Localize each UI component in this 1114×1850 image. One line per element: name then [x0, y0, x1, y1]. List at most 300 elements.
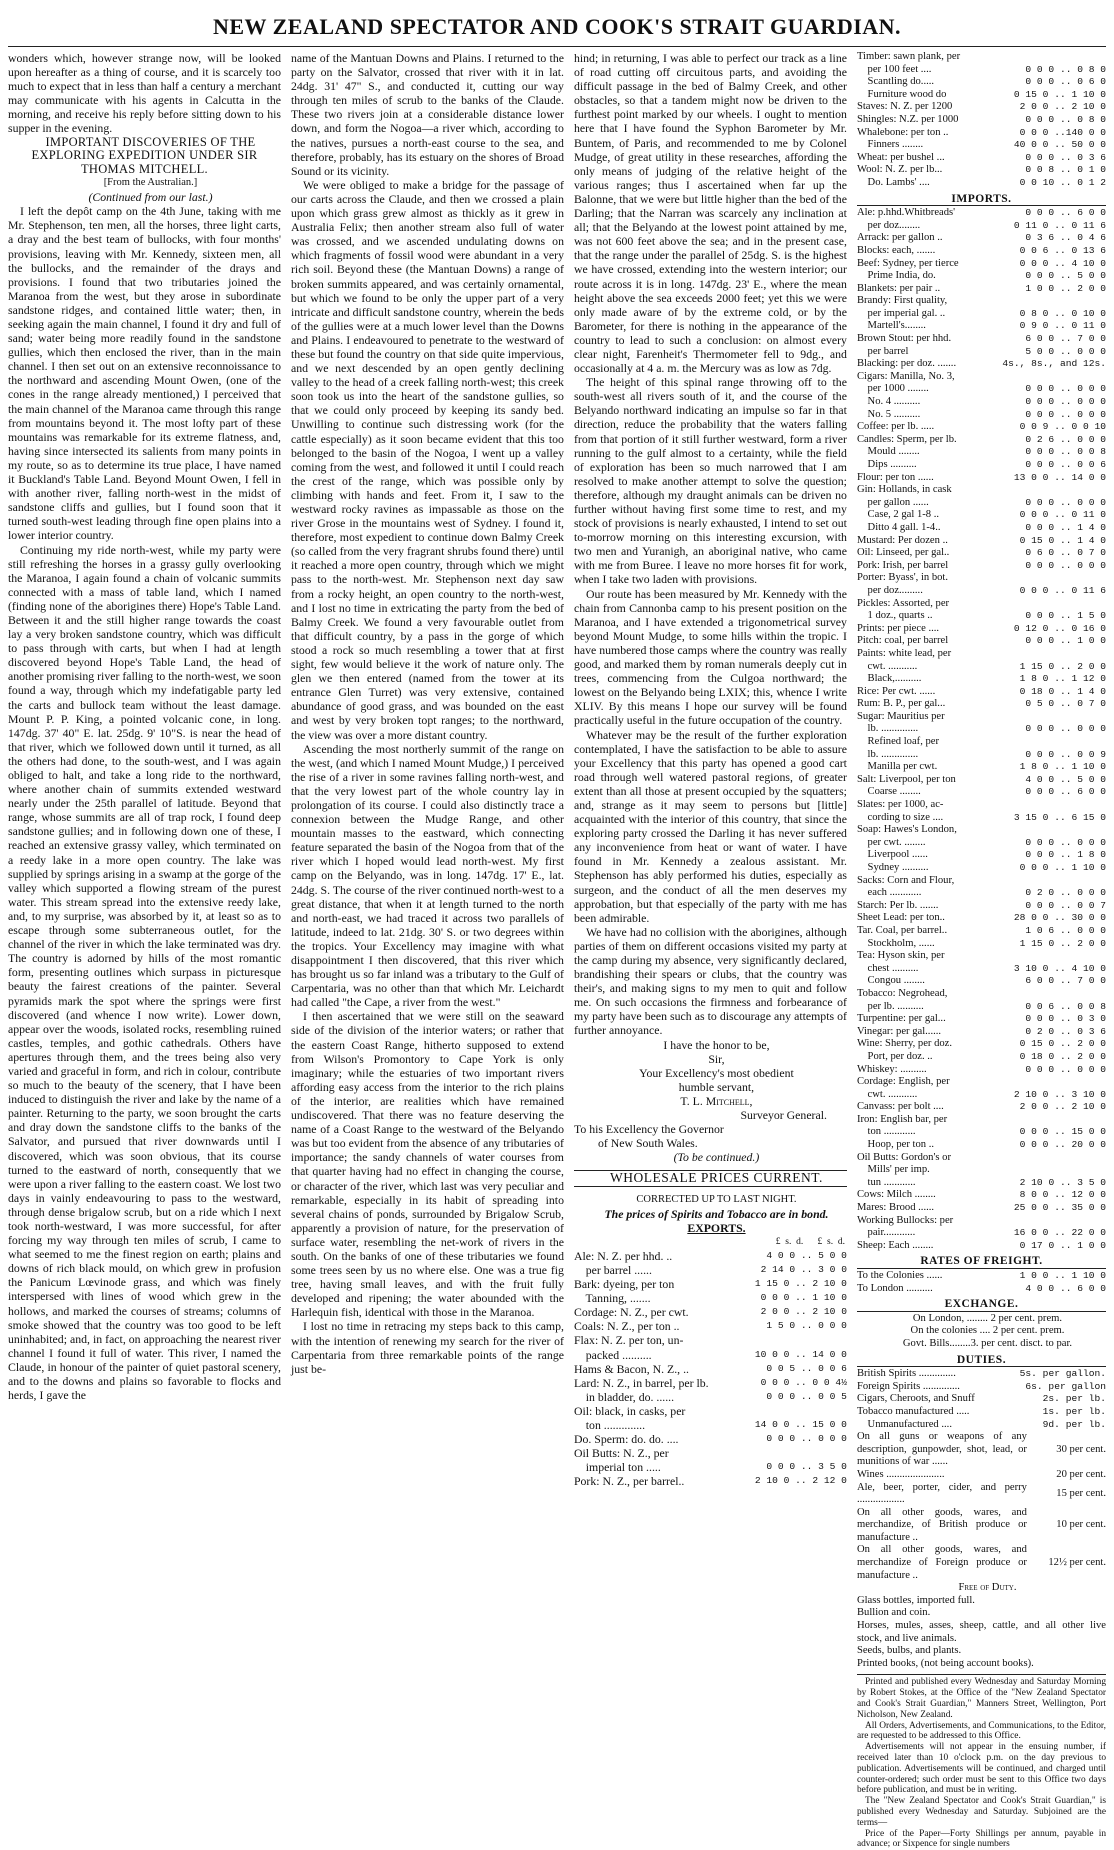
price-item-label: per gallon ...... [856, 496, 929, 508]
price-row [574, 1460, 847, 1474]
price-item-value [1103, 1215, 1106, 1228]
price-row [857, 1177, 1106, 1190]
price-item-label: Sheep: Each ........ [856, 1239, 934, 1251]
price-item-value [1103, 371, 1106, 384]
exchange-line: On London, ........ 2 per cent. prem. [912, 1312, 1063, 1324]
price-row [857, 127, 1106, 140]
price-row [857, 258, 1106, 271]
price-row [857, 177, 1106, 190]
price-item-value [1103, 598, 1106, 611]
price-item-value: 0 17 0 .. 1 0 0 [1019, 1239, 1107, 1251]
column-4 [856, 51, 1107, 1850]
exports-table [574, 1249, 847, 1489]
price-item-value: 1 0 6 .. 0 0 0 [1025, 924, 1107, 936]
price-item-value: 0 0 0 .. 0 0 0 [1025, 383, 1107, 395]
price-row [857, 686, 1106, 699]
price-item-value: 0 0 0 .. 0 3 0 [1025, 1013, 1107, 1025]
price-item-label: Canvass: per bolt .... [856, 1101, 944, 1113]
price-item-label: Beef: Sydney, per tierce [856, 257, 959, 269]
price-item-value: 0 9 0 .. 0 11 0 [1019, 320, 1107, 332]
signature-line: humble servant, [678, 1079, 755, 1094]
price-item-value: 2 14 0 .. 3 0 0 [760, 1263, 847, 1275]
price-row [857, 535, 1106, 548]
price-item-label: Port, per doz. .. [856, 1050, 933, 1062]
price-item-label: pair............ [856, 1227, 916, 1239]
prices-bond-note: The prices of Spirits and Tobacco are in bond. [604, 1206, 829, 1221]
price-item-value: 0 0 0 .. 0 3 6 [1025, 151, 1107, 163]
price-item-value: 28 0 0 .. 30 0 0 [1013, 912, 1107, 924]
price-item-value: 0 0 0 .. 0 11 6 [1019, 584, 1107, 596]
price-row [857, 434, 1106, 447]
signature-line: I have the honor to be, [663, 1037, 770, 1052]
price-row [857, 723, 1106, 736]
duties-table [857, 1368, 1106, 1431]
paragraph: We were obliged to make a bridge for the passage of our carts across the Claude, and then we crossed a plain upon which grass grew almost as thickly as it grew in Australia Felix; then another stream also full of water was crossed, and we ascended undulating downs on which fragments of fossil wood were abundant in a very rich soil. Beyond these (the Mantuan Downs) a range of broken summits appeared, and was certainly ornamental, but which we found to be only the upper part of a very intricate and difficult sandstone country, wherein the beds of the gullies were at a much lower level than the Downs and Plains. I endeavoured to penetrate to the westward of these but found the country on that side quite impervious, and we next descended by an open gently declining valley to the head of a creek falling north-west; this creek soon took us into the heart of the sandstone gullies, so that we could only proceed by keeping its sandy bed. Unwilling to continue such distressing work (for the cattle especially) as it soon became evident that this too belonged to the basin of the Nogoa, I went up a valley coming from the west, and followed it until I could reach the crest of the range, which was possible only by climbing with hands and feet. From it, I saw to the westward rocky ravines as impassable as those on the river Grose in the mountains west of Sydney. I found it, therefore, most expedient to continue down Balmy Creek (so called from the very fragrant shrubs found there) until it reached a more open country, through which we might pass to the north-west. Mr. Stephenson next day saw from a rocky height, an open country to the north-west, and I lost no time in extricating the party from the bed of Balmy Creek. We found a very favourable outlet from that difficult country, by a pass in the gorge of which stood a rock so much resembling a tower that at first sight, few would believe it the work of nature only. The glen we then entered (named from the tower at its entrance Glen Turret) was very extensive, contained abundance of good grass, and was bounded on the east and west by very broken topt ranges; to the northward, the view was over a more distant country. [290, 177, 564, 742]
price-row [857, 547, 1106, 560]
price-item-value [1103, 572, 1106, 585]
price-row [857, 749, 1106, 762]
freight-heading: RATES OF FREIGHT. [857, 1255, 1106, 1269]
exports-heading: EXPORTS. [687, 1220, 746, 1235]
price-row [857, 101, 1106, 114]
price-item-value: 0 6 0 .. 0 7 0 [1025, 547, 1107, 559]
price-row [857, 1227, 1106, 1240]
price-item-label: Flour: per ton ...... [856, 471, 934, 483]
free-item: Horses, mules, asses, sheep, cattle, and all other live stock, and live animals. [856, 1620, 1107, 1644]
price-item-value: 0 0 0 .. 0 0 0 [1025, 1063, 1107, 1075]
price-item-value: 2 10 0 .. 3 10 0 [1013, 1088, 1107, 1100]
price-item-value: 1 0 0 .. 1 10 0 [1019, 1270, 1107, 1281]
price-row [857, 1001, 1106, 1014]
price-row [857, 975, 1106, 988]
price-item-label: Rice: Per cwt. ...... [856, 685, 936, 697]
price-row [857, 76, 1106, 89]
price-item-label: Working Bullocks: per [856, 1214, 954, 1226]
imprint-line: Advertisements will not appear in the ensuing number, if received later than 10 o'clock p.m. on the day previous to publication. Advertisements will be continued, and charged until counter-ordered; such order must be sent to this Office two days before publication, and must be in writing. [856, 1742, 1107, 1796]
paragraph: I lost no time in retracing my steps back to this camp, with the intention of renewing my search for the river of Carpentaria from three remarkable points of the range just be- [290, 1319, 564, 1376]
price-item-value: 25 0 0 .. 35 0 0 [1013, 1202, 1107, 1214]
article-source: [From the Australian.] [103, 177, 198, 189]
imprint-line: Price of the Paper—Forty Shillings per annum, payable in advance; or Sixpence for single numbers [856, 1828, 1107, 1850]
price-item-value: 0 0 0 .. 1 10 0 [760, 1292, 847, 1304]
price-item-value [844, 1404, 847, 1418]
price-row [857, 139, 1106, 152]
price-item-label: cording to size .... [856, 811, 944, 823]
price-row [857, 1114, 1106, 1127]
price-row [857, 283, 1106, 296]
price-item-label: To London .......... [856, 1282, 933, 1294]
price-row [857, 207, 1106, 220]
price-item-value: 0 0 0 .. 0 0 0 [1025, 723, 1107, 735]
price-row [857, 912, 1106, 925]
price-item-label: Wheat: per bushel ... [856, 151, 945, 163]
price-item-label: Staves: N. Z. per 1200 [856, 101, 953, 113]
price-item-value: 0 0 0 .. 4 10 0 [1019, 257, 1107, 269]
price-item-label: each ............ [856, 887, 922, 899]
price-item-label: Do. Sperm: do. do. .... [573, 1432, 679, 1447]
price-row [857, 114, 1106, 127]
paragraph: Our route has been measured by Mr. Kennedy with the chain from Cannonba camp to his present position on the Maranoa, and I have extended a trigonometrical survey beyond Mount Mudge, to some hills within the tropic. I have numbered those camps where the country was really good, and marked them by roman numerals deeply cut in trees, commencing from the Culgoa northward; the lowest on the Belyando being LXIX; this, whence I write XLIV. By this means I hope our survey will be found practically useful in the future occupation of the country. [573, 586, 847, 728]
price-item-value: 0 0 0 .. 0 0 0 [1025, 559, 1107, 571]
price-row [574, 1432, 847, 1446]
price-item-value: 0 15 0 .. 2 0 0 [1019, 1038, 1107, 1050]
price-row [857, 598, 1106, 611]
price-item-value: 0 15 0 .. 1 4 0 [1019, 534, 1107, 546]
duty-row: Wines ...................... 20 per cent. [856, 1468, 1107, 1480]
price-item-label: Unmanufactured .... [856, 1418, 952, 1430]
price-row [574, 1404, 847, 1418]
price-item-value [1103, 824, 1106, 837]
price-item-label: Dips .......... [856, 459, 917, 470]
exchange-heading: EXCHANGE. [857, 1298, 1106, 1312]
price-item-value: 0 12 0 .. 0 16 0 [1013, 622, 1107, 634]
price-item-label: Porter: Byass', in bot. [856, 572, 949, 584]
exports-table-continued [857, 51, 1106, 190]
price-row [857, 459, 1106, 472]
price-row [857, 623, 1106, 636]
price-item-label: Tanning, ....... [573, 1291, 651, 1306]
price-item-value [1103, 484, 1106, 497]
price-item-label: Timber: sawn plank, per [856, 51, 961, 62]
price-item-label: Soap: Hawes's London, [856, 824, 957, 836]
price-item-value: 0 0 9 .. 0 0 10 [1019, 421, 1107, 433]
price-item-label: per 100 feet .... [856, 63, 932, 75]
price-row [857, 1076, 1106, 1089]
price-item-label: Oil: Linseed, per gal.. [856, 547, 950, 559]
imprint [857, 1674, 1106, 1850]
price-item-value: 0 0 0 .. 0 0 7 [1025, 899, 1107, 911]
price-item-value: 2 0 0 .. 2 10 0 [1019, 101, 1107, 113]
price-row [574, 1418, 847, 1432]
price-item-label: Congou ........ [856, 975, 925, 987]
price-item-label: Prime India, do. [856, 270, 936, 282]
price-item-label: Hoop, per ton .. [856, 1139, 935, 1151]
price-item-label: Blankets: per pair .. [856, 282, 941, 294]
price-row [857, 1202, 1106, 1215]
price-item-label: Sheet Lead: per ton.. [856, 912, 945, 924]
price-item-value [1103, 1164, 1106, 1177]
price-item-label: Pitch: coal, per barrel [856, 635, 949, 647]
price-item-value: 9d. per lb. [1042, 1418, 1107, 1430]
price-item-value [1103, 799, 1106, 812]
price-item-label: Arrack: per gallon .. [856, 232, 943, 244]
price-row [857, 472, 1106, 485]
price-item-value: 0 0 0 .. 0 0 0 [1025, 836, 1107, 848]
price-item-label: Tea: Hyson skin, per [856, 950, 945, 962]
price-row [857, 572, 1106, 585]
price-item-label: tun ............ [856, 1176, 916, 1188]
price-item-label: Prints: per piece .... [856, 622, 940, 634]
price-item-value [1103, 51, 1106, 64]
price-item-label: Tobacco: Negrohead, [856, 987, 948, 999]
price-item-label: Do. Lambs' .... [856, 176, 930, 188]
price-item-value [844, 1446, 847, 1460]
price-item-value: 0 18 0 .. 2 0 0 [1019, 1050, 1107, 1062]
price-item-label: Case, 2 gal 1-8 .. [856, 509, 940, 521]
price-item-value: 0 0 0 .. 3 5 0 [766, 1461, 847, 1473]
price-item-value: 14 0 0 .. 15 0 0 [754, 1419, 847, 1430]
price-row [574, 1277, 847, 1291]
price-item-label: Wool: N. Z. per lb... [856, 164, 943, 176]
price-row [857, 938, 1106, 951]
price-item-value: 10 0 0 .. 14 0 0 [754, 1348, 847, 1360]
price-row [857, 837, 1106, 850]
price-item-label: Ditto 4 gall. 1-4.. [856, 521, 941, 533]
duty-row: Ale, beer, porter, cider, and perry .................. 15 per cent. [856, 1481, 1107, 1506]
price-row [857, 698, 1106, 711]
paragraph: name of the Mantuan Downs and Plains. I returned to the party on the Salvator, crossed that river with it in lat. 24dg. 31' 47" S., and conducted it, cutting our way through ten miles of scrub to the banks of the Claude. These two rivers join at a considerable distance lower down, and form the Nogoa—a river which, according to the natives, pursues a north-east course to the sea, and therefore, probably, has its estuary on the shores of Broad Sound or its vicinity. [290, 51, 564, 178]
to-be-continued: (To be continued.) [673, 1150, 760, 1165]
price-item-label: Oil Butts: N. Z., per [573, 1446, 669, 1461]
price-item-label: Blocks: each, ....... [856, 244, 936, 256]
price-item-value: 0 0 0 .. 1 4 0 [1025, 521, 1107, 533]
price-item-value: 5s. per gallon. [1019, 1368, 1107, 1380]
price-item-label: Tobacco manufactured ..... [856, 1405, 970, 1417]
price-row [857, 1152, 1106, 1165]
price-item-value: 0 2 0 .. 0 3 6 [1025, 1025, 1107, 1037]
price-row [857, 1139, 1106, 1152]
price-item-value: 0 0 0 .. 20 0 0 [1019, 1139, 1107, 1151]
price-item-value: 0 0 0 .. 0 0 9 [1025, 748, 1107, 760]
price-row [857, 220, 1106, 233]
price-row [857, 849, 1106, 862]
price-item-label: Pickles: Assorted, per [856, 597, 950, 609]
price-item-label: Brown Stout: per hhd. [856, 333, 952, 345]
paragraph: Ascending the most northerly summit of the range on the west, (and which I named Mount Mudge,) I perceived the rise of a river in some ravines falling north-west, and that the very lowest part of the whole country lay in prolongation of its course. I could also distinctly trace a connexion between the Mudge Range, and other mountain masses to the eastward, which connecting feature separated the basin of the Nogoa from that of the river which I hoped would lead north-west. My first camp on the Belyando, was in long. 147dg. 17' E., lat. 24dg. S. The course of the river continued north-west to a great distance, that when it at length turned to the north and north-east, we had traced it across two parallels of latitude, indeed to lat. 21dg. 30' S. or two degrees within the tropics. Your Excellency may imagine with what disappointment I then discovered, that this river which has brought us so far inland was a tributary to the Gulf of Carpentaria, was no other than that which Mr. Leichardt had called "the Cape, a river from the west." [290, 741, 564, 1010]
price-item-value: 0 0 0 .. 6 0 0 [1025, 786, 1107, 798]
price-item-value [1103, 988, 1106, 1001]
article-continued: (Continued from our last.) [88, 190, 213, 205]
price-item-value: 1 15 0 .. 2 0 0 [1019, 660, 1107, 672]
price-row [574, 1291, 847, 1305]
price-item-label: ton .............. [573, 1418, 646, 1432]
price-row [857, 1101, 1106, 1114]
price-item-label: Turpentine: per gal... [856, 1013, 946, 1025]
free-item: Bullion and coin. [856, 1607, 931, 1619]
price-item-value [1103, 648, 1106, 661]
price-item-value: 6 0 0 .. 7 0 0 [1025, 333, 1107, 345]
price-item-value: 0 0 0 .. 0 11 0 [1019, 509, 1107, 521]
free-item: Printed books, (not being account books). [856, 1657, 1034, 1669]
price-item-label: Candles: Sperm, per lb. [856, 433, 957, 445]
price-row [857, 648, 1106, 661]
paragraph: wonders which, however strange now, will be looked upon hereafter as a thing of course, and it is scarcely too much to expect that in less than half a century a merchant may communicate with his agents in Calcutta in the morning, and receive his reply before sitting down to his supper in the evening. [8, 51, 281, 136]
price-row [574, 1249, 847, 1263]
price-item-label: Mills' per imp. [856, 1164, 930, 1176]
price-item-value: 0 2 6 .. 0 0 0 [1025, 433, 1107, 445]
free-item: Seeds, bulbs, and plants. [856, 1645, 962, 1657]
price-row [857, 409, 1106, 422]
price-item-value: 0 0 0 .. 0 0 0 [1025, 496, 1107, 508]
price-item-value: 40 0 0 .. 50 0 0 [1013, 139, 1107, 151]
price-row [857, 761, 1106, 774]
duty-row: On all other goods, wares, and merchandize, of British produce or manufacture .. 10 per cent. [856, 1506, 1107, 1543]
price-item-label: Black,.......... [856, 673, 922, 685]
price-item-value: 0 0 0 .. 0 8 0 [1025, 113, 1107, 125]
price-item-label: per barrel [856, 345, 909, 357]
price-item-value: 0 0 0 .. 0 0 0 [1025, 396, 1107, 408]
price-item-value: 0 0 0 .. 1 0 0 [1025, 635, 1107, 647]
price-item-label: Salt: Liverpool, per ton [856, 773, 956, 785]
price-row [857, 1419, 1106, 1432]
price-row [857, 1189, 1106, 1202]
price-item-label: Ale: p.hhd.Whitbreads' [856, 207, 956, 219]
price-row [857, 1406, 1106, 1419]
price-row [857, 560, 1106, 573]
price-item-value: 0 0 0 .. 6 0 0 [1025, 207, 1107, 219]
price-item-value: 1s. per lb. [1042, 1405, 1107, 1417]
price-row [857, 522, 1106, 535]
price-item-value: 0 3 6 .. 0 4 6 [1025, 232, 1107, 244]
price-row [857, 862, 1106, 875]
price-item-label: Manilla per cwt. [856, 761, 938, 773]
price-row [857, 1064, 1106, 1077]
price-item-label: Cigars, Cheroots, and Snuff [856, 1393, 975, 1405]
price-row [857, 1240, 1106, 1253]
price-item-value [1103, 736, 1106, 749]
price-item-value [1103, 950, 1106, 963]
price-item-value: 5 0 0 .. 0 0 0 [1025, 345, 1107, 357]
free-of-duty-heading: Free of Duty. [958, 1582, 1017, 1594]
price-item-label: Scantling do..... [856, 76, 935, 88]
price-row [574, 1474, 847, 1488]
price-item-label: Cordage: N. Z., per cwt. [573, 1305, 689, 1320]
price-item-value: 8 0 0 .. 12 0 0 [1019, 1189, 1107, 1201]
prices-title: WHOLESALE PRICES CURRENT. [610, 1170, 823, 1186]
signature-title: Surveyor General. [740, 1108, 827, 1123]
price-item-label: Mould ........ [856, 446, 920, 458]
paragraph: We have had no collision with the aborigines, although parties of them on different occasions visited my party at the camp during my absence, very significantly declared, brandishing their spears or clubs, that the country was their's, and making signs to my men to quit and follow me. On such occasions the firmness and forbearance of my party have been such as to discourage any attempts of further annoyance. [573, 924, 847, 1038]
price-row [857, 1026, 1106, 1039]
price-item-value: 0 0 10 .. 0 1 2 [1019, 176, 1107, 188]
price-row [857, 774, 1106, 787]
column-1 [8, 51, 281, 1751]
price-row [857, 799, 1106, 812]
price-item-value: 0 11 0 .. 0 11 6 [1013, 219, 1107, 231]
price-row [857, 308, 1106, 321]
price-row [574, 1305, 847, 1319]
prices-current-header [574, 1170, 847, 1186]
price-item-value: 0 0 0 .. 0 0 4½ [760, 1376, 847, 1388]
price-item-label: Lard: N. Z., in barrel, per lb. [573, 1375, 709, 1390]
price-item-value: 0 0 6 .. 0 0 8 [1025, 1000, 1107, 1012]
price-item-label: Sugar: Mauritius per [856, 710, 945, 722]
price-item-label: Starch: Per lb. ....... [856, 899, 939, 911]
price-item-value: 0 0 8 .. 0 1 0 [1025, 164, 1107, 176]
price-row [857, 1368, 1106, 1381]
price-row [857, 887, 1106, 900]
price-item-label: Liverpool ...... [856, 849, 928, 861]
price-item-value: 0 0 0 .. 1 5 0 [1025, 610, 1107, 622]
price-item-value: 0 2 0 .. 0 0 0 [1025, 887, 1107, 899]
price-item-value: 3 10 0 .. 4 10 0 [1013, 962, 1107, 974]
price-row [857, 164, 1106, 177]
price-item-value: 2 10 0 .. 3 5 0 [1019, 1176, 1107, 1188]
price-item-value: 4 0 0 .. 5 0 0 [1025, 773, 1107, 785]
price-item-value: 1 8 0 .. 1 10 0 [1019, 761, 1107, 773]
price-row [574, 1362, 847, 1376]
price-item-label: lb. .............. [856, 748, 919, 760]
column-3 [574, 51, 847, 1751]
price-row [857, 497, 1106, 510]
price-row [574, 1319, 847, 1333]
prices-corrected: CORRECTED UP TO LAST NIGHT. [636, 1193, 797, 1205]
price-item-label: Oil: black, in casks, per [573, 1403, 686, 1418]
price-row [857, 446, 1106, 459]
price-row [857, 824, 1106, 837]
price-item-value: 0 0 0 .. 15 0 0 [1019, 1126, 1107, 1138]
price-item-value: 0 0 0 .. 1 10 0 [1019, 862, 1107, 873]
price-row [857, 245, 1106, 258]
price-item-value: 1 15 0 .. 2 10 0 [754, 1278, 847, 1290]
price-row [857, 64, 1106, 77]
price-item-label: per imperial gal. .. [856, 307, 946, 319]
price-row [857, 673, 1106, 686]
imports-heading: IMPORTS. [857, 193, 1106, 207]
price-item-label: British Spirits .............. [856, 1368, 956, 1380]
addressee: of New South Wales. [597, 1136, 698, 1151]
price-item-label: Bark: dyeing, per ton [573, 1277, 675, 1292]
price-item-label: Whalebone: per ton .. [856, 126, 949, 138]
price-item-value: 3 15 0 .. 6 15 0 [1013, 811, 1107, 823]
price-item-value: 0 0 0 ..140 0 0 [1019, 126, 1107, 138]
price-row [857, 711, 1106, 724]
price-item-value: 6s. per gallon [1025, 1380, 1107, 1392]
price-item-value: 16 0 0 .. 22 0 0 [1013, 1227, 1107, 1239]
imprint-line: Printed and published every Wednesday and Saturday Morning by Robert Stokes, at the Office of the "New Zealand Spectator and Cook's Strait Guardian," Manners Street, Wellington, Port Nicholson, New Zealand. [856, 1677, 1107, 1720]
price-item-value: 0 0 6 .. 0 13 6 [1019, 244, 1107, 256]
price-item-value: 1 5 0 .. 0 0 0 [766, 1320, 847, 1332]
price-item-value: 2 0 0 .. 2 10 0 [1019, 1101, 1107, 1113]
price-item-label: Foreign Spirits .............. [856, 1380, 960, 1392]
price-item-label: Vinegar: per gal...... [856, 1025, 942, 1037]
paragraph: I then ascertained that we were still on the seaward side of the division of the interior waters; or rather that the eastern Coast Range, hitherto supposed to extend from Wilson's Promontory to Cape York is only imaginary; while the estuaries of two important rivers affording easy access from the interior to the rich plains of the interior, are realities which have remained undiscovered. That there was no feature deserving the name of a Coast Range to the westward of the Belyando was but too evident from the absence of any tributaries of importance; the sandy channels of water courses from that quarter having had no effect in changing the course, or character of the river, which last was very peculiar and remarkable, especially in its habit of spreading into several chains of ponds, surrounded by Brigalow Scrub, apparently a provision of nature, for the preservation of surface water, resembling the net-work of rivers in the south. On the banks of one of these tributaries we found some trees seen by us no where else. One was a true fig tree, having small leaves, and with the fruit fully developed and ripening; the water abounded with the Harlequin fish, identical with those in the Maranoa. [290, 1009, 564, 1320]
price-item-value: 2 10 0 .. 2 12 0 [754, 1475, 847, 1487]
price-row [857, 383, 1106, 396]
price-item-label: cwt. ........... [856, 660, 918, 672]
price-item-label: Oil Butts: Gordon's or [856, 1151, 951, 1163]
price-item-value: 0 0 0 .. 5 0 0 [1025, 270, 1107, 282]
price-row [857, 1381, 1106, 1394]
price-row [857, 661, 1106, 674]
price-row [857, 875, 1106, 888]
price-row [857, 1126, 1106, 1139]
price-item-label: packed .......... [573, 1347, 652, 1362]
price-item-label: Martell's........ [856, 320, 926, 332]
price-item-value: 1 8 0 .. 1 12 0 [1019, 673, 1107, 685]
price-item-label: Blacking: per doz. ....... [856, 358, 957, 370]
price-item-label: Mares: Brood ...... [856, 1202, 935, 1214]
imprint-line: The "New Zealand Spectator and Cook's Strait Guardian," is published every Wednesday and Saturday. Subjoined are the terms— [856, 1796, 1107, 1828]
price-row [857, 333, 1106, 346]
price-row [857, 585, 1106, 598]
price-item-label: Cordage: English, per [856, 1076, 950, 1088]
price-item-value: 0 0 0 .. 0 8 0 [1025, 63, 1107, 75]
price-row [857, 1215, 1106, 1228]
price-item-label: Pork: Irish, per barrel [856, 559, 949, 571]
price-item-label: Coffee: per lb. ..... [856, 421, 935, 433]
price-row [574, 1390, 847, 1404]
price-row [857, 1283, 1106, 1296]
price-row [857, 509, 1106, 522]
price-row [857, 963, 1106, 976]
price-item-label: To the Colonies ...... [856, 1270, 943, 1281]
imports-table [857, 207, 1106, 1252]
price-item-label: per doz......... [856, 584, 923, 596]
price-item-label: Paints: white lead, per [856, 647, 952, 659]
price-row [857, 232, 1106, 245]
price-item-label: Shingles: N.Z. per 1000 [856, 113, 959, 125]
